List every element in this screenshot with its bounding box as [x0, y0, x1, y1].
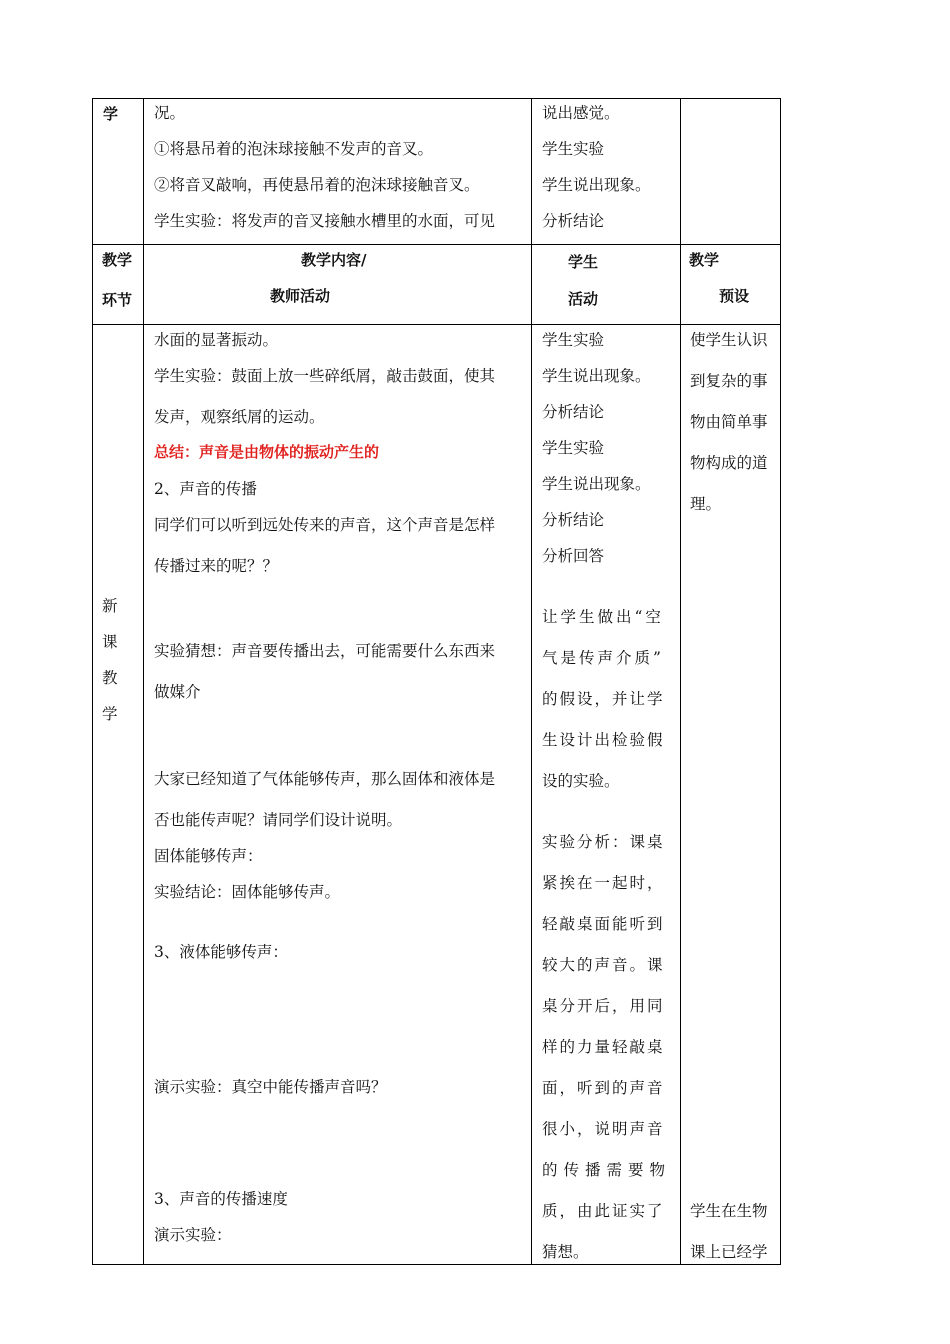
content-line: 否也能传声呢？请同学们设计说明。 — [154, 811, 403, 829]
stage-char: 新 — [102, 597, 118, 615]
preset-line: 到复杂的事 — [690, 372, 768, 390]
hypothesis-line: 气是传声介质” — [542, 649, 664, 667]
analysis-line: 实验分析：课桌 — [542, 833, 665, 851]
header-content-line2: 教师活动 — [270, 287, 331, 305]
content-line: 固体能够传声： — [154, 847, 263, 865]
content-line: ①将悬吊着的泡沫球接触不发声的音叉。 — [154, 140, 434, 158]
preset-line: 课上已经学 — [690, 1243, 768, 1261]
content-line: 大家已经知道了气体能够传声，那么固体和液体是 — [154, 770, 496, 788]
student-line: 学生实验 — [542, 439, 605, 457]
analysis-line: 紧挨在一起时， — [542, 874, 665, 892]
content-line: 水面的显著振动。 — [154, 331, 279, 349]
hypothesis-line: 的假设，并让学 — [542, 690, 665, 708]
row-divider-2 — [93, 324, 780, 325]
hypothesis-line: 生设计出检验假 — [542, 731, 665, 749]
student-line: 学生说出现象。 — [542, 475, 651, 493]
content-line: ②将音叉敲响，再使悬吊着的泡沫球接触音叉。 — [154, 176, 480, 194]
content-line: 况。 — [154, 104, 186, 122]
summary-text: 总结：声音是由物体的振动产生的 — [154, 443, 380, 461]
content-line: 同学们可以听到远处传来的声音，这个声音是怎样 — [154, 516, 496, 534]
col-divider-3 — [680, 99, 681, 1264]
preset-line: 物由简单事 — [690, 413, 768, 431]
header-stage-line2: 环节 — [102, 291, 133, 309]
analysis-line: 样的力量轻敲桌 — [542, 1038, 665, 1056]
header-content-line1: 教学内容/ — [301, 251, 367, 269]
content-line: 演示实验：真空中能传播声音吗？ — [154, 1078, 387, 1096]
analysis-line: 较大的声音。课 — [542, 956, 665, 974]
analysis-line: 面，听到的声音 — [542, 1079, 665, 1097]
student-line: 说出感觉。 — [542, 104, 620, 122]
preset-line: 理。 — [690, 495, 722, 513]
content-line: 发声，观察纸屑的运动。 — [154, 408, 325, 426]
preset-line: 物构成的道 — [690, 454, 768, 472]
content-line: 学生实验：鼓面上放一些碎纸屑，敲击鼓面，使其 — [154, 367, 496, 385]
student-line: 分析结论 — [542, 403, 605, 421]
content-line: 演示实验： — [154, 1226, 232, 1244]
student-line: 学生实验 — [542, 140, 605, 158]
section-heading: 3、液体能够传声： — [154, 943, 288, 961]
preset-line: 使学生认识 — [690, 331, 768, 349]
stage-char: 学 — [102, 705, 118, 723]
stage-char: 课 — [102, 633, 118, 651]
content-line: 实验结论：固体能够传声。 — [154, 883, 341, 901]
row-divider-1 — [93, 244, 780, 245]
content-line: 实验猜想：声音要传播出去，可能需要什么东西来 — [154, 642, 496, 660]
section-heading: 2、声音的传播 — [154, 480, 257, 498]
student-line: 分析结论 — [542, 511, 605, 529]
section-heading: 3、声音的传播速度 — [154, 1190, 288, 1208]
student-line: 学生说出现象。 — [542, 367, 651, 385]
content-line: 学生实验：将发声的音叉接触水槽里的水面，可见 — [154, 212, 496, 230]
stage-char: 教 — [102, 669, 118, 687]
header-student-line2: 活动 — [568, 290, 599, 308]
content-line: 传播过来的呢？？ — [154, 557, 279, 575]
header-preset-line1: 教学 — [689, 251, 720, 269]
col-divider-1 — [143, 99, 144, 1264]
student-line: 分析回答 — [542, 547, 605, 565]
header-preset-line2: 预设 — [719, 287, 750, 305]
analysis-line: 猜想。 — [542, 1243, 589, 1261]
analysis-line: 质，由此证实了 — [542, 1202, 665, 1220]
analysis-line: 桌分开后，用同 — [542, 997, 665, 1015]
content-line: 做媒介 — [154, 683, 201, 701]
hypothesis-line: 让学生做出“空 — [542, 608, 664, 626]
analysis-line: 的传播需要物 — [542, 1161, 672, 1179]
preset-line: 学生在生物 — [690, 1202, 768, 1220]
lesson-plan-table — [92, 98, 781, 1265]
student-line: 分析结论 — [542, 212, 605, 230]
header-student-line1: 学生 — [568, 253, 599, 271]
student-line: 学生说出现象。 — [542, 176, 651, 194]
analysis-line: 轻敲桌面能听到 — [542, 915, 665, 933]
student-line: 学生实验 — [542, 331, 605, 349]
analysis-line: 很小，说明声音 — [542, 1120, 665, 1138]
header-stage-line1: 教学 — [102, 251, 133, 269]
stage-cell-fragment: 学 — [103, 105, 119, 123]
hypothesis-line: 设的实验。 — [542, 772, 620, 790]
col-divider-2 — [531, 99, 532, 1264]
